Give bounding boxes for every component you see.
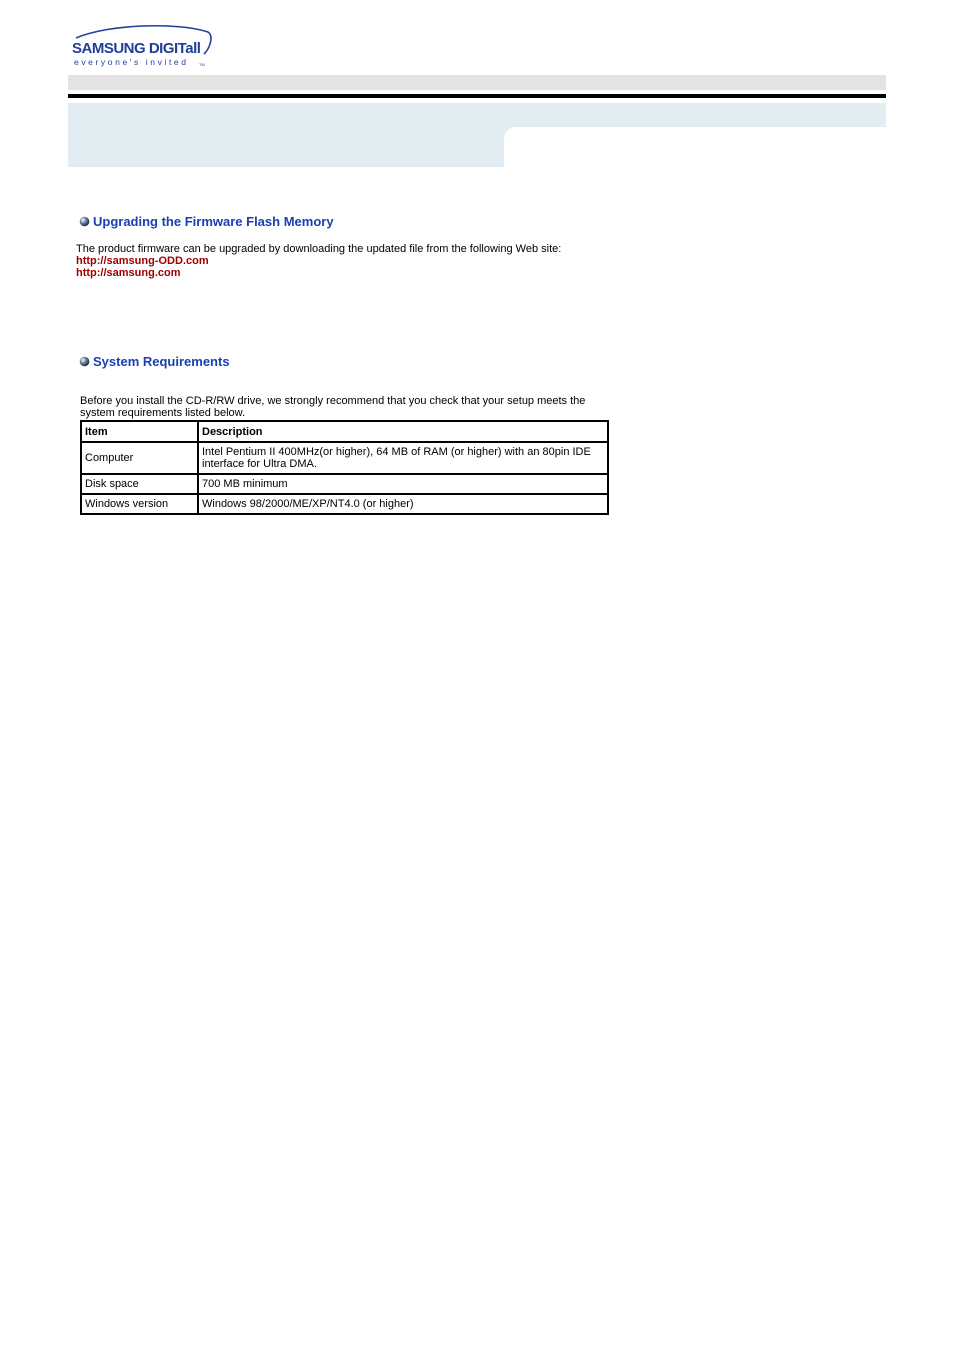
- samsung-link[interactable]: http://samsung.com: [76, 267, 181, 279]
- sysreq-description: Before you install the CD-R/RW drive, we strongly recommend that you check that your setup meets the system requirements listed below.: [80, 395, 586, 419]
- table-cell-item: Disk space: [81, 474, 198, 494]
- firmware-section-heading: [79, 214, 334, 229]
- system-requirements-table: [80, 420, 609, 515]
- table-cell-description: Intel Pentium II 400MHz(or higher), 64 MB of RAM (or higher) with an 80pin IDE interface for Ultra DMA.: [198, 442, 608, 474]
- table-cell-description: 700 MB minimum: [198, 474, 608, 494]
- logo-tagline: everyone's invited: [74, 57, 189, 67]
- table-header-description: Description: [198, 421, 608, 442]
- logo-trademark: TM: [199, 62, 205, 67]
- sysreq-heading-text: System Requirements: [93, 354, 230, 369]
- table-cell-description: Windows 98/2000/ME/XP/NT4.0 (or higher): [198, 494, 608, 514]
- sysreq-section-heading: [79, 354, 230, 369]
- table-row: [81, 442, 608, 474]
- banner-left-panel: [68, 103, 504, 167]
- firmware-heading-text: Upgrading the Firmware Flash Memory: [93, 214, 334, 229]
- table-header-row: [81, 421, 608, 442]
- banner-notch-curve: [504, 127, 534, 167]
- table-row: [81, 494, 608, 514]
- header-banner: [68, 103, 886, 167]
- samsung-odd-link[interactable]: http://samsung-ODD.com: [76, 255, 209, 267]
- banner-right-strip: [504, 103, 886, 127]
- logo-wordmark: SAMSUNG DIGITall: [72, 40, 201, 57]
- firmware-description: The product firmware can be upgraded by downloading the updated file from the following Web site:: [76, 243, 562, 255]
- table-header-item: Item: [81, 421, 198, 442]
- table-cell-item: Windows version: [81, 494, 198, 514]
- table-row: [81, 474, 608, 494]
- logo-graphic: [68, 24, 218, 70]
- sphere-bullet-icon: [79, 216, 90, 227]
- header-gray-bar: [68, 75, 886, 90]
- header-black-rule: [68, 94, 886, 98]
- samsung-digitall-logo: [68, 24, 218, 70]
- table-cell-item: Computer: [81, 442, 198, 474]
- sphere-bullet-icon: [79, 356, 90, 367]
